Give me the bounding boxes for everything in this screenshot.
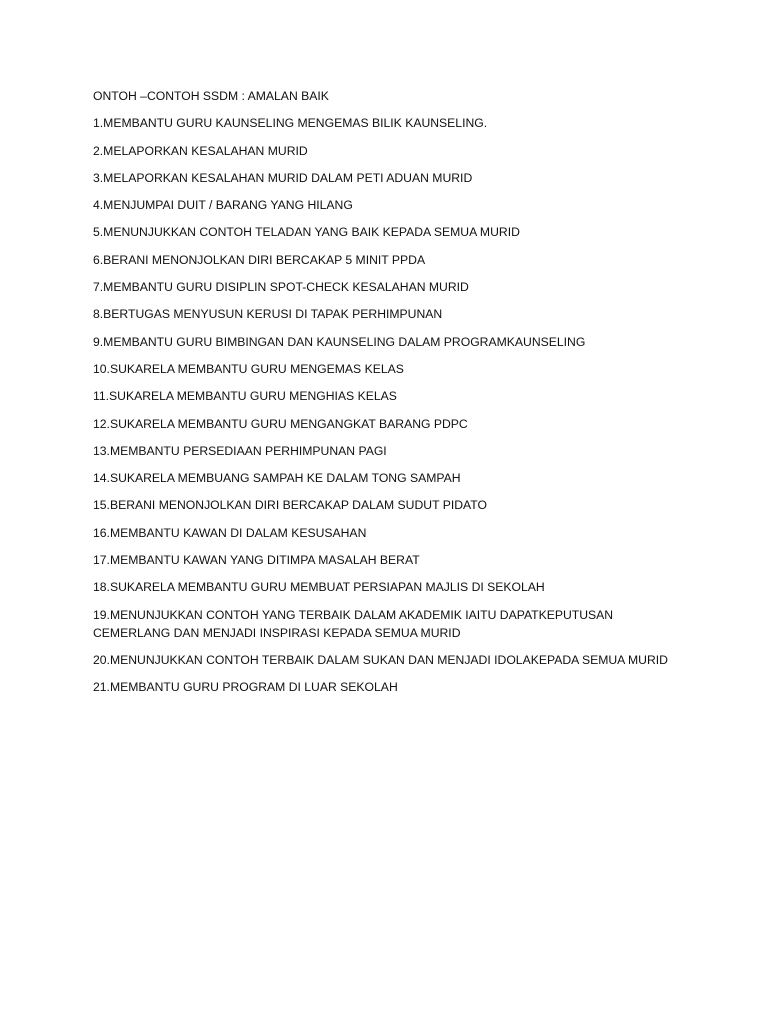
list-item-14: 14.SUKARELA MEMBUANG SAMPAH KE DALAM TONG SAMPAH: [93, 471, 461, 486]
list-item-16: 16.MEMBANTU KAWAN DI DALAM KESUSAHAN: [93, 525, 367, 540]
list-item-6: 6.BERANI MENONJOLKAN DIRI BERCAKAP 5 MINIT PPDA: [93, 252, 426, 267]
list-item-17: 17.MEMBANTU KAWAN YANG DITIMPA MASALAH BERAT: [93, 553, 420, 568]
list-item-9: 9.MEMBANTU GURU BIMBINGAN DAN KAUNSELING DALAM PROGRAMKAUNSELING: [93, 334, 586, 349]
document-body: [93, 87, 693, 706]
list-item-11: 11.SUKARELA MEMBANTU GURU MENGHIAS KELAS: [93, 389, 397, 404]
list-item-1: 1.MEMBANTU GURU KAUNSELING MENGEMAS BILIK KAUNSELING.: [93, 116, 488, 131]
list-item-19: 19.MENUNJUKKAN CONTOH YANG TERBAIK DALAM AKADEMIK IAITU DAPATKEPUTUSAN CEMERLANG DAN MENJADI INSPIRASI KEPADA SEMUA MURID: [93, 607, 614, 640]
list-item-18: 18.SUKARELA MEMBANTU GURU MEMBUAT PERSIAPAN MAJLIS DI SEKOLAH: [93, 580, 545, 595]
list-item-12: 12.SUKARELA MEMBANTU GURU MENGANGKAT BARANG PDPC: [93, 416, 468, 431]
list-item-4: 4.MENJUMPAI DUIT / BARANG YANG HILANG: [93, 198, 353, 213]
list-item-3: 3.MELAPORKAN KESALAHAN MURID DALAM PETI ADUAN MURID: [93, 170, 473, 185]
list-item-15: 15.BERANI MENONJOLKAN DIRI BERCAKAP DALAM SUDUT PIDATO: [93, 498, 487, 513]
document-title: ONTOH –CONTOH SSDM : AMALAN BAIK: [93, 89, 329, 103]
list-item-2: 2.MELAPORKAN KESALAHAN MURID: [93, 143, 308, 158]
list-item-21: 21.MEMBANTU GURU PROGRAM DI LUAR SEKOLAH: [93, 680, 398, 695]
list-item-5: 5.MENUNJUKKAN CONTOH TELADAN YANG BAIK KEPADA SEMUA MURID: [93, 225, 520, 240]
list-item-7: 7.MEMBANTU GURU DISIPLIN SPOT-CHECK KESALAHAN MURID: [93, 280, 469, 295]
list-item-20: 20.MENUNJUKKAN CONTOH TERBAIK DALAM SUKAN DAN MENJADI IDOLAKEPADA SEMUA MURID: [93, 652, 668, 667]
list-item-8: 8.BERTUGAS MENYUSUN KERUSI DI TAPAK PERHIMPUNAN: [93, 307, 443, 322]
list-item-10: 10.SUKARELA MEMBANTU GURU MENGEMAS KELAS: [93, 361, 404, 376]
list-item-13: 13.MEMBANTU PERSEDIAAN PERHIMPUNAN PAGI: [93, 443, 387, 458]
